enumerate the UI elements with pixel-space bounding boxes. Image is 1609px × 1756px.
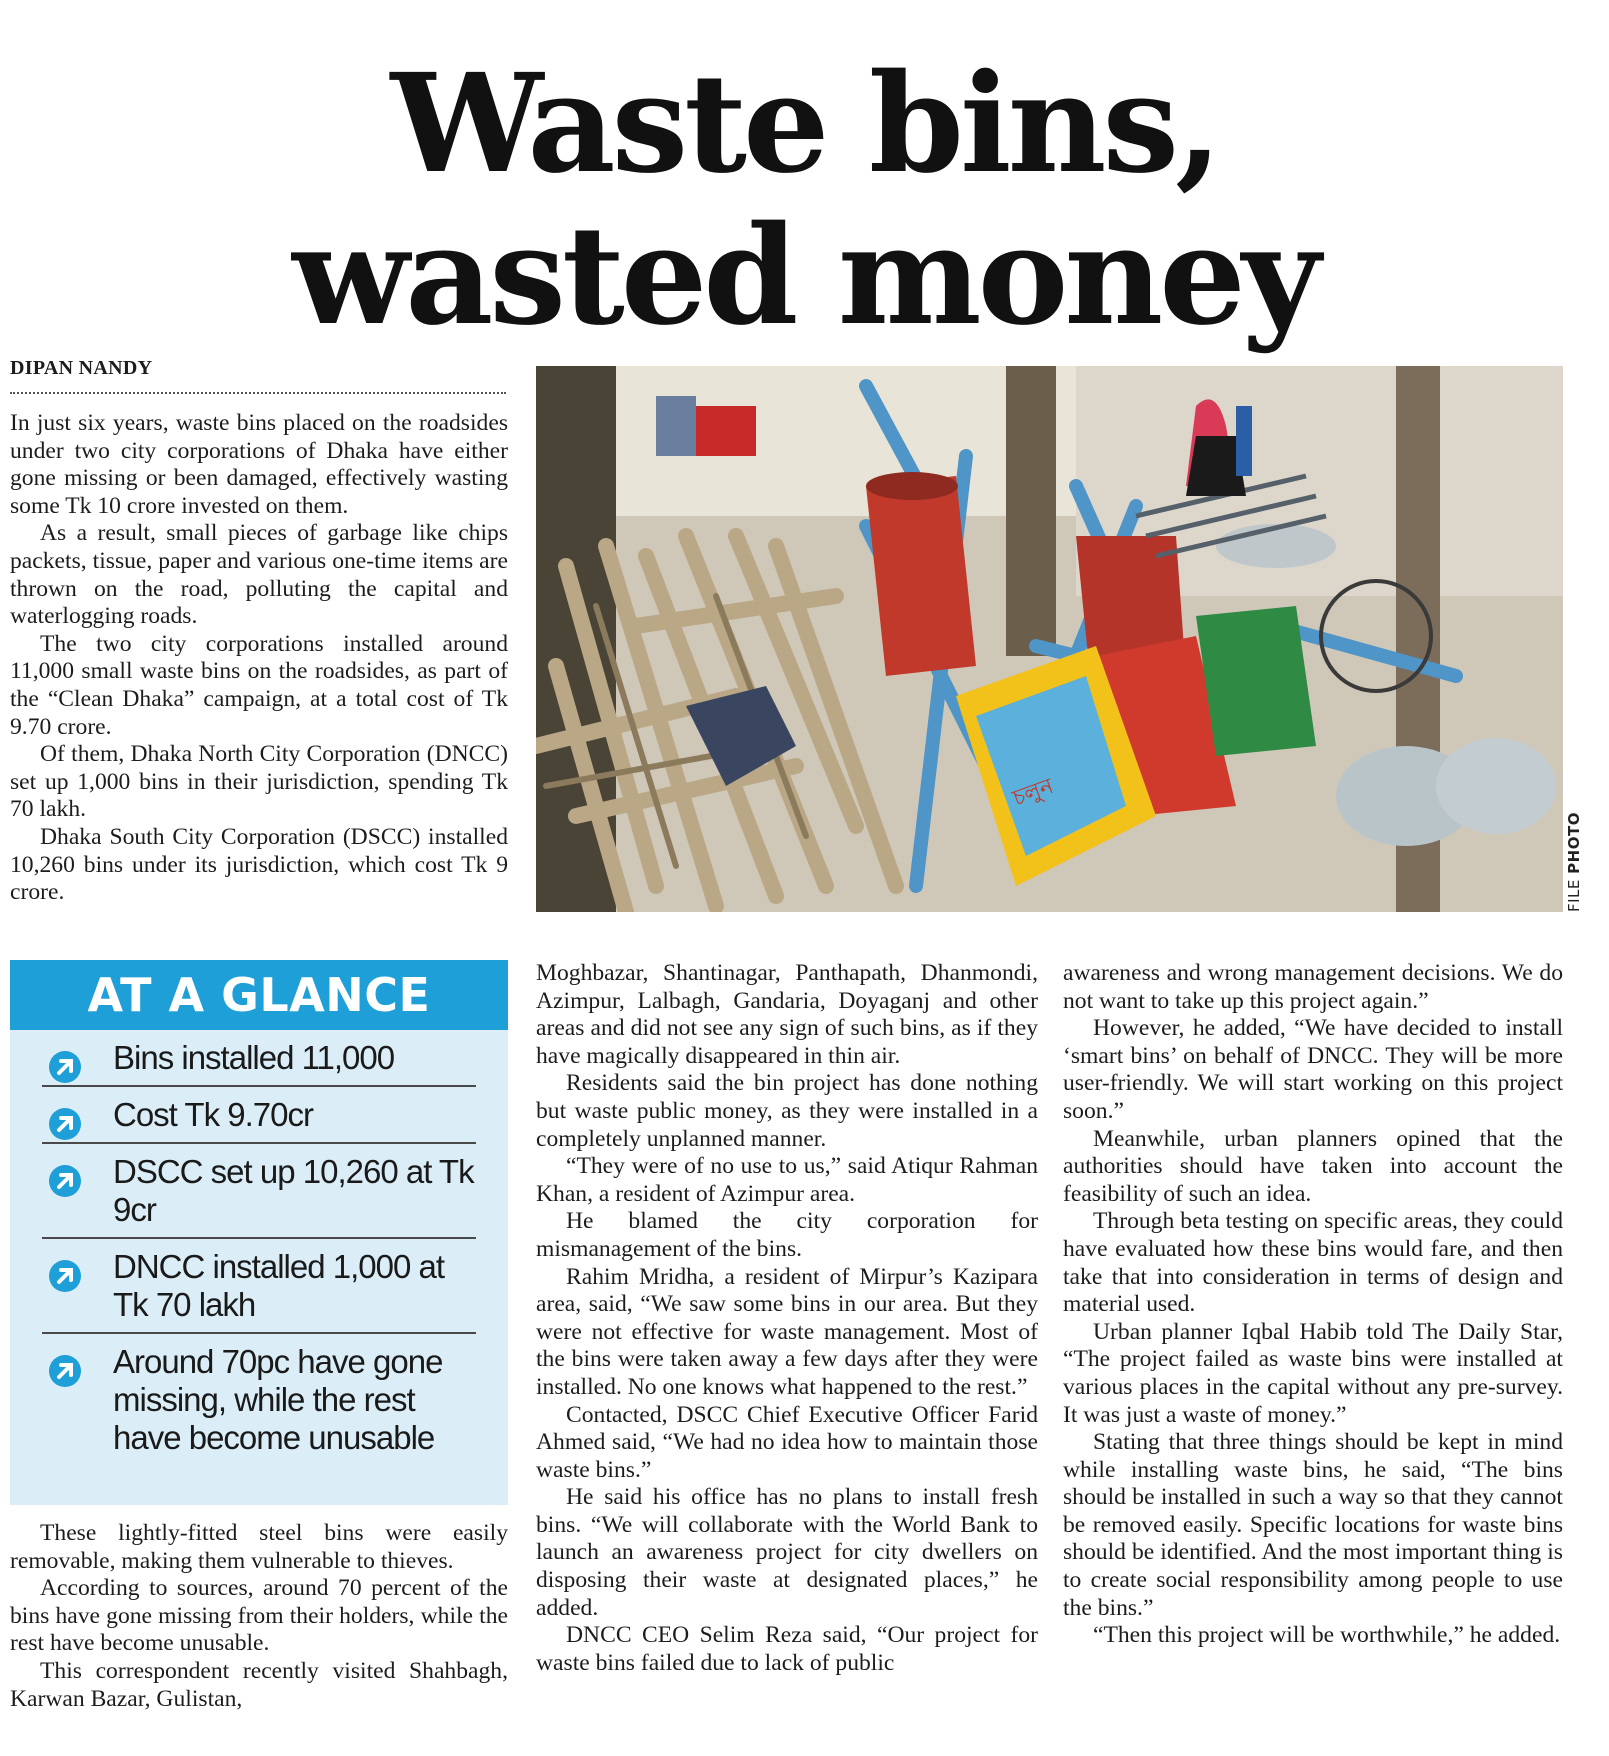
glance-item-text: Cost Tk 9.70cr — [113, 1096, 313, 1133]
glance-item-text: DSCC set up 10,260 at Tk 9cr — [113, 1153, 474, 1228]
paragraph: However, he added, “We have decided to install ‘smart bins’ on behalf of DNCC. They will be more user-friendly. We will start working on this project soon.” — [1063, 1015, 1563, 1124]
paragraph: awareness and wrong management decisions. We do not want to take up this project again.” — [1063, 960, 1563, 1014]
paragraph: Dhaka South City Corporation (DSCC) installed 10,260 bins under its jurisdiction, which cost Tk 9 crore. — [10, 823, 508, 906]
headline — [0, 44, 1609, 356]
article-column-1-top — [10, 410, 508, 907]
arrow-circle-icon — [48, 1107, 82, 1141]
paragraph: Meanwhile, urban planners opined that the authorities should have taken into account the feasibility of such an idea. — [1063, 1125, 1563, 1207]
photo-credit-prefix: FILE — [1565, 879, 1583, 912]
paragraph: As a result, small pieces of garbage like chips packets, tissue, paper and various one-time items are thrown on the road, polluting the capital and waterlogging roads. — [10, 520, 508, 630]
article-column-3 — [1063, 960, 1563, 1650]
list-item — [42, 1144, 476, 1239]
paragraph: Moghbazar, Shantinagar, Panthapath, Dhanmondi, Azimpur, Lalbagh, Gandaria, Doyaganj and other areas and did not see any sign of such bins, as if they have magically disappeared in thin air. — [536, 960, 1038, 1069]
list-item — [42, 1087, 476, 1144]
arrow-circle-icon — [48, 1259, 82, 1293]
at-a-glance-box — [10, 960, 508, 1505]
arrow-circle-icon — [48, 1354, 82, 1388]
paragraph: Urban planner Iqbal Habib told The Daily Star, “The project failed as waste bins were installed at various places in the capital without any pre-survey. It was just a waste of money.” — [1063, 1318, 1563, 1428]
paragraph: Through beta testing on specific areas, they could have evaluated how these bins would fare, and then take that into consideration in terms of design and material used. — [1063, 1208, 1563, 1318]
paragraph: Of them, Dhaka North City Corporation (DNCC) set up 1,000 bins in their jurisdiction, spending Tk 70 lakh. — [10, 741, 508, 823]
at-a-glance-list — [10, 1030, 508, 1465]
photo-credit — [1565, 812, 1583, 912]
glance-item-text: Bins installed 11,000 — [113, 1039, 395, 1076]
bin-text: চলুন — [1009, 773, 1057, 812]
paragraph: This correspondent recently visited Shahbagh, Karwan Bazar, Gulistan, — [10, 1657, 508, 1712]
paragraph: He said his office has no plans to install fresh bins. “We will collaborate with the World Bank to launch an awareness project for city dwellers on disposing their waste at designated places,” he added. — [536, 1484, 1038, 1621]
paragraph: “They were of no use to us,” said Atiqur Rahman Khan, a resident of Azimpur area. — [536, 1153, 1038, 1207]
photo-credit-suffix: PHOTO — [1565, 812, 1583, 874]
byline: DIPAN NANDY — [10, 357, 506, 394]
paragraph: According to sources, around 70 percent of the bins have gone missing from their holders, while the rest have become unusable. — [10, 1575, 508, 1657]
paragraph: In just six years, waste bins placed on the roadsides under two city corporations of Dhaka have either gone missing or been damaged, effectively wasting some Tk 10 crore invested on them. — [10, 410, 508, 519]
paragraph: Contacted, DSCC Chief Executive Officer Farid Ahmed said, “We had no idea how to maintain those waste bins.” — [536, 1401, 1038, 1483]
news-photo — [536, 366, 1563, 912]
paragraph: “Then this project will be worthwhile,” he added. — [1093, 1622, 1561, 1649]
paragraph: Stating that three things should be kept in mind while installing waste bins, he said, “The bins should be installed in such a way so that they cannot be removed easily. Specific locations for waste bins should be identified. And the most important thing is to create social responsibility among people to use the bins.” — [1063, 1429, 1563, 1621]
paragraph: He blamed the city corporation for mismanagement of the bins. — [536, 1208, 1038, 1262]
list-item — [42, 1030, 476, 1087]
glance-item-text: DNCC installed 1,000 at Tk 70 lakh — [113, 1248, 445, 1323]
paragraph: These lightly-fitted steel bins were easily removable, making them vulnerable to thieves. — [10, 1520, 508, 1574]
headline-line-1: Waste bins, — [390, 44, 1219, 204]
paragraph: Residents said the bin project has done nothing but waste public money, as they were installed in a completely unplanned manner. — [536, 1070, 1038, 1152]
arrow-circle-icon — [48, 1050, 82, 1084]
list-item — [42, 1334, 476, 1465]
glance-item-text: Around 70pc have gone missing, while the rest have become unusable — [113, 1343, 443, 1456]
article-column-1-bottom — [10, 1520, 508, 1713]
paragraph: Rahim Mridha, a resident of Mirpur’s Kazipara area, said, “We saw some bins in our area. But they were not effective for waste management. Most of the bins were taken away a few days after they were installed. No one knows what happened to the rest.” — [536, 1263, 1038, 1400]
article-column-2 — [536, 960, 1038, 1677]
photo-illustration — [536, 366, 1563, 912]
paragraph: The two city corporations installed around 11,000 small waste bins on the roadsides, as part of the “Clean Dhaka” campaign, at a total cost of Tk 9.70 crore. — [10, 630, 508, 740]
list-item — [42, 1239, 476, 1334]
paragraph: DNCC CEO Selim Reza said, “Our project for waste bins failed due to lack of public — [536, 1622, 1038, 1676]
at-a-glance-title: AT A GLANCE — [10, 960, 508, 1030]
headline-line-2: wasted money — [292, 196, 1317, 356]
arrow-circle-icon — [48, 1164, 82, 1198]
